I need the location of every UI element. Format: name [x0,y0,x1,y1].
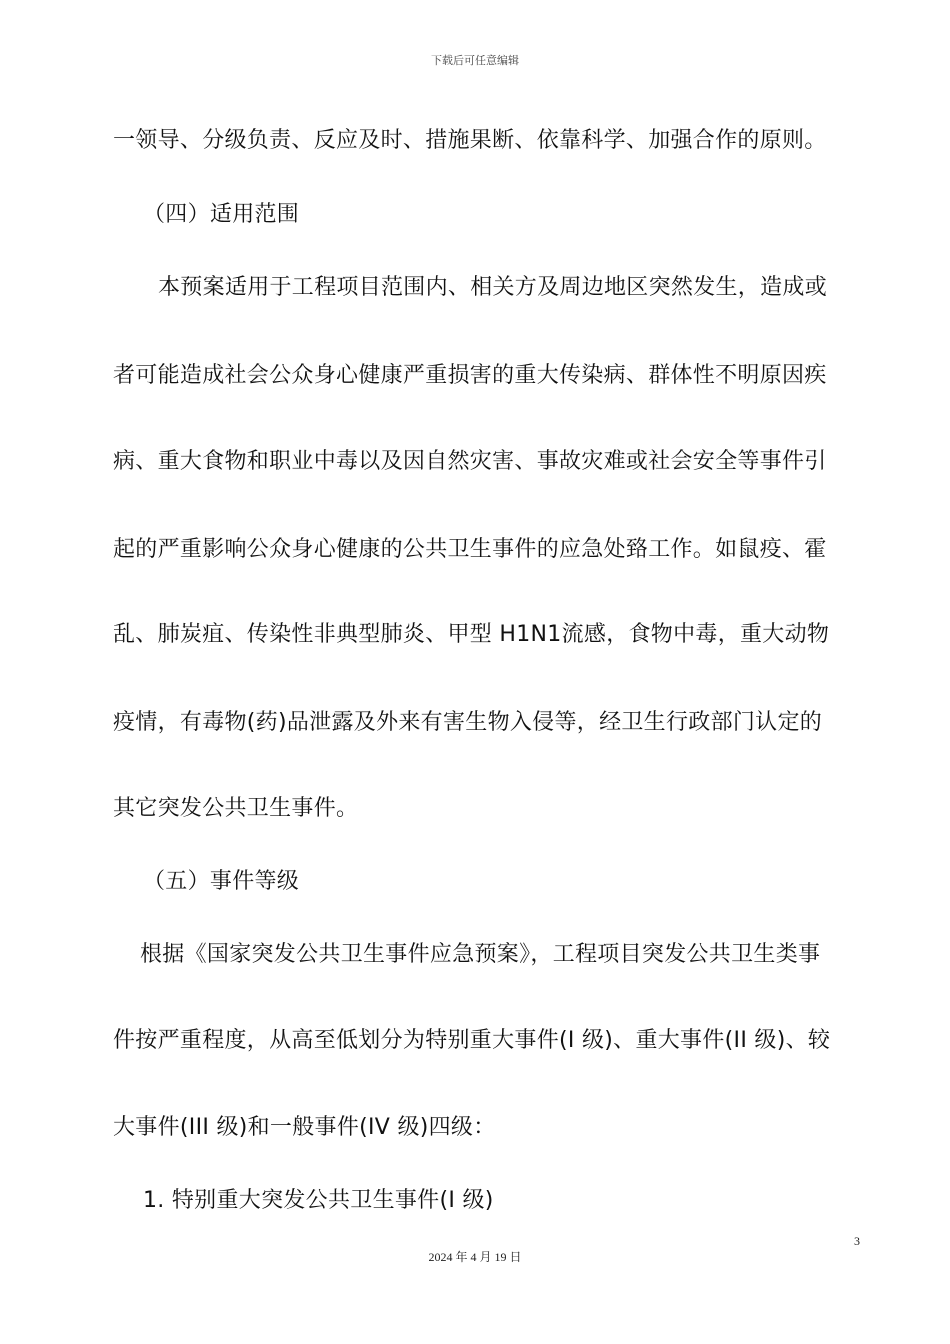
body-line-scope-5: 乱、肺炭疽、传染性非典型肺炎、甲型 H1N1流感，食物中毒，重大动物 [113,622,830,647]
page-header: 下载后可任意编辑 [431,54,519,67]
section-heading-event-levels: （五）事件等级 [143,869,300,894]
body-line-closing-principle: 一领导、分级负责、反应及时、措施果断、依靠科学、加强合作的原则。 [113,128,827,153]
body-line-scope-2: 者可能造成社会公众身心健康严重损害的重大传染病、群体性不明原因疾 [113,363,827,388]
list-item-level-1: 1. 特别重大突发公共卫生事件(I 级) [143,1188,494,1213]
body-line-levels-1: 根据《国家突发公共卫生事件应急预案》，工程项目突发公共卫生类事 [140,942,821,967]
footer-date: 2024 年 4 月 19 日 [428,1250,522,1264]
page-number: 3 [854,1234,860,1248]
body-line-scope-1: 本预案适用于工程项目范围内、相关方及周边地区突然发生，造成或 [158,275,828,300]
body-line-levels-3: 大事件(III 级)和一般事件(IV 级)四级： [113,1115,496,1140]
body-line-scope-3: 病、重大食物和职业中毒以及因自然灾害、事故灾难或社会安全等事件引 [113,449,827,474]
section-heading-scope: （四）适用范围 [143,202,300,227]
body-line-scope-6: 疫情，有毒物(药)品泄露及外来有害生物入侵等，经卫生行政部门认定的 [113,710,823,735]
body-line-scope-7: 其它突发公共卫生事件。 [113,796,359,821]
body-line-levels-2: 件按严重程度，从高至低划分为特别重大事件(I 级)、重大事件(II 级)、较 [113,1028,831,1053]
body-line-scope-4: 起的严重影响公众身心健康的公共卫生事件的应急处臵工作。如鼠疫、霍 [113,537,827,562]
